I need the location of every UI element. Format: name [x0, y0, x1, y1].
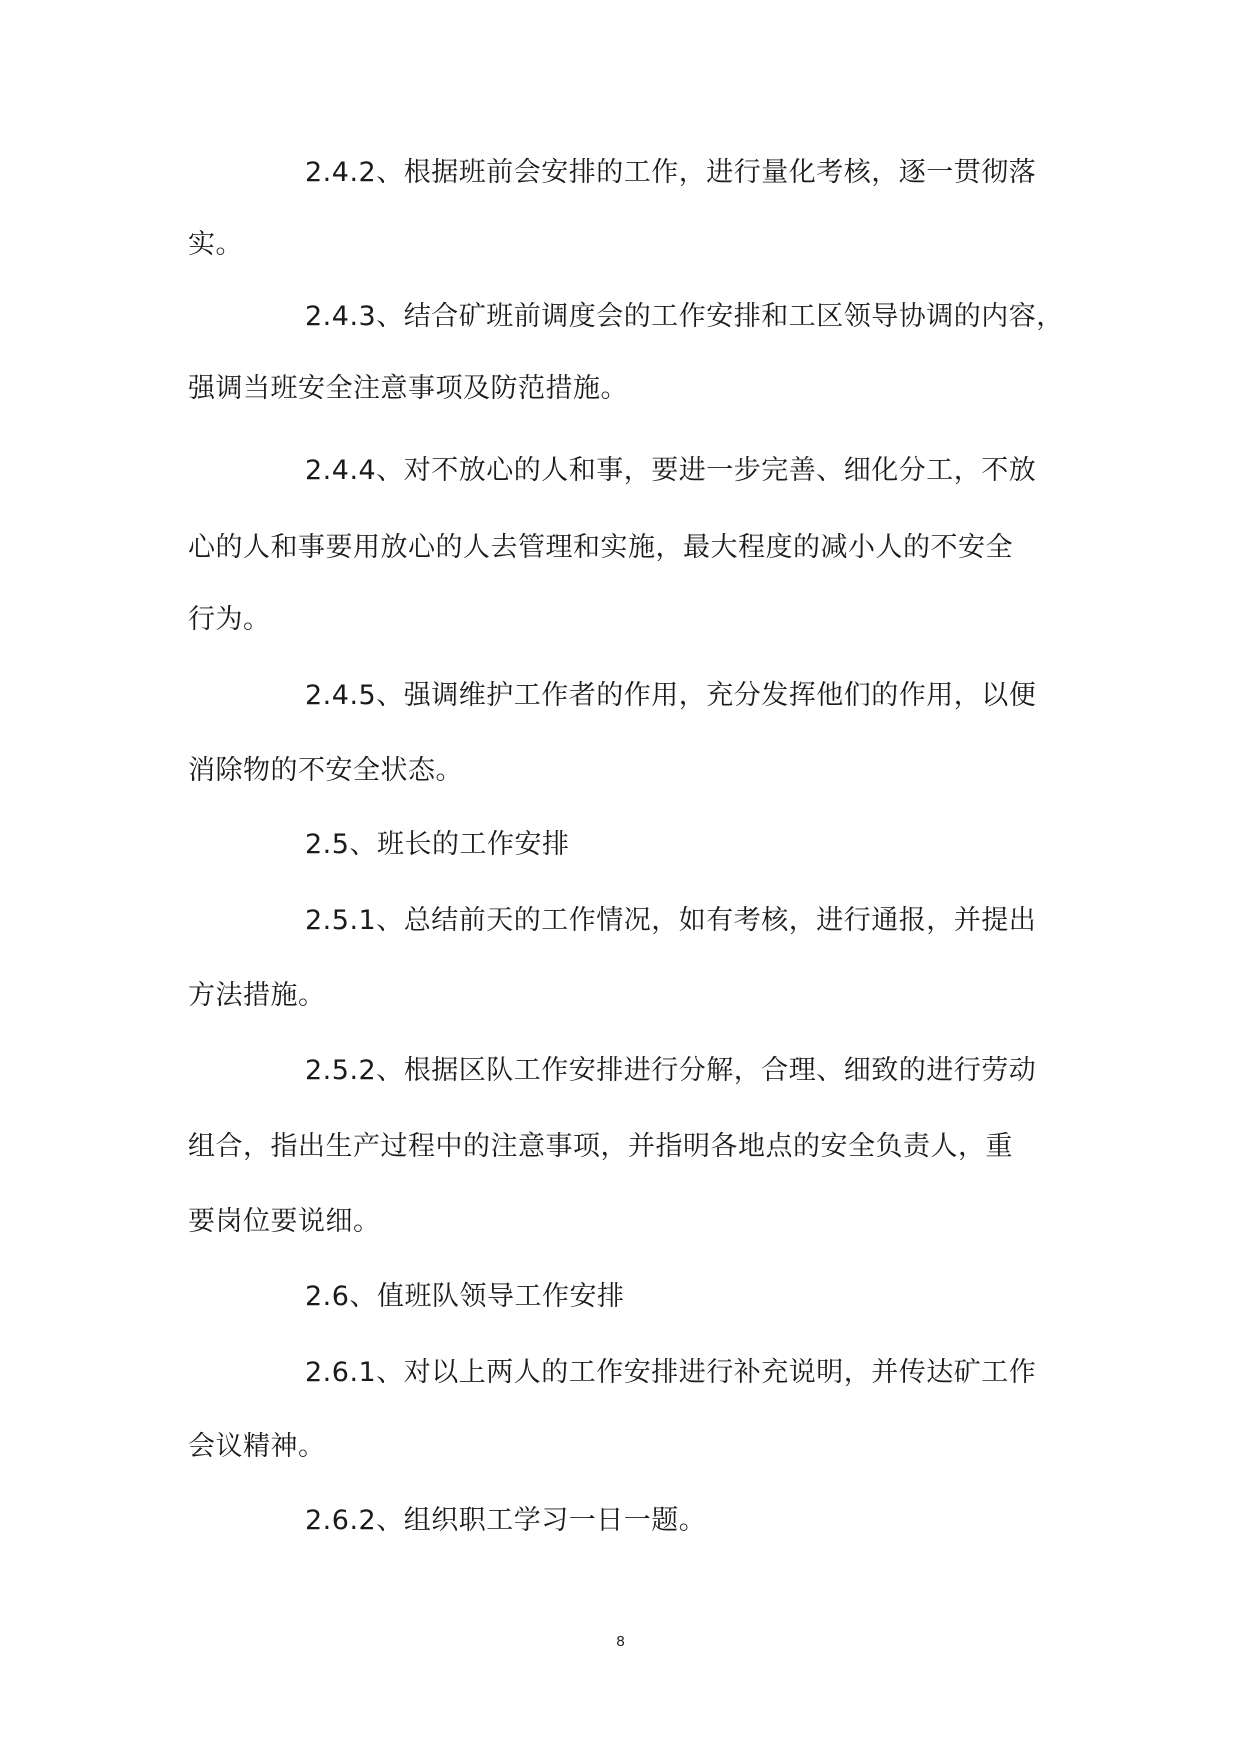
paragraph-2-5-2-line-2: 组合，指出生产过程中的注意事项，并指明各地点的安全负责人，重 — [188, 1131, 1013, 1162]
paragraph-2-4-5-line-2: 消除物的不安全状态。 — [188, 755, 463, 786]
paragraph-2-4-3-line-1: 2.4.3、结合矿班前调度会的工作安排和工区领导协调的内容， — [305, 301, 1064, 332]
paragraph-2-4-2-line-2: 实。 — [188, 229, 243, 260]
page-number: 8 — [616, 1633, 625, 1650]
paragraph-2-5-1-line-1: 2.5.1、总结前天的工作情况，如有考核，进行通报，并提出 — [305, 905, 1037, 936]
paragraph-2-4-2-line-1: 2.4.2、根据班前会安排的工作，进行量化考核，逐一贯彻落 — [305, 157, 1037, 188]
paragraph-2-6-2-line-1: 2.6.2、组织职工学习一日一题。 — [305, 1505, 707, 1536]
section-heading-2-5: 2.5、班长的工作安排 — [305, 829, 570, 860]
paragraph-2-4-4-line-2: 心的人和事要用放心的人去管理和实施，最大程度的减小人的不安全 — [188, 532, 1013, 563]
paragraph-2-5-2-line-1: 2.5.2、根据区队工作安排进行分解，合理、细致的进行劳动 — [305, 1055, 1037, 1086]
paragraph-2-6-1-line-1: 2.6.1、对以上两人的工作安排进行补充说明，并传达矿工作 — [305, 1357, 1037, 1388]
paragraph-2-5-1-line-2: 方法措施。 — [188, 980, 326, 1011]
paragraph-2-4-3-line-2: 强调当班安全注意事项及防范措施。 — [188, 373, 628, 404]
paragraph-2-5-2-line-3: 要岗位要说细。 — [188, 1206, 381, 1237]
paragraph-2-4-5-line-1: 2.4.5、强调维护工作者的作用，充分发挥他们的作用，以便 — [305, 680, 1037, 711]
paragraph-2-6-1-line-2: 会议精神。 — [188, 1431, 326, 1462]
paragraph-2-4-4-line-1: 2.4.4、对不放心的人和事，要进一步完善、细化分工，不放 — [305, 455, 1037, 486]
section-heading-2-6: 2.6、值班队领导工作安排 — [305, 1281, 625, 1312]
paragraph-2-4-4-line-3: 行为。 — [188, 604, 271, 635]
